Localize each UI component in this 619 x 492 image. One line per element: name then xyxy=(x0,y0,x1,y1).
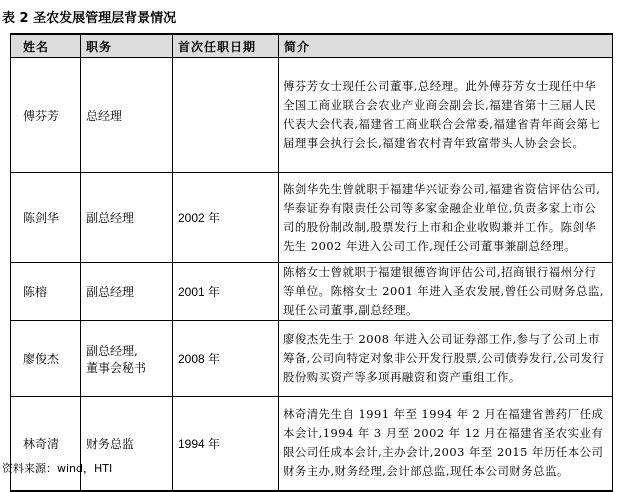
row-position xyxy=(81,173,173,263)
row-intro: 傅芬芳女士现任公司董事,总经理。此外傅芬芳女士现任中华全国工商业联合会农业产业商会副会长,福建省第十三届人民代表大会代表,福建省工商业联合会常委,福建省青年商会第七届理事会执行会长,福建省农村青年致富带头人协会会长。 xyxy=(279,58,613,173)
row-position-line1: 副总经理 xyxy=(86,285,135,299)
management-table xyxy=(10,33,613,492)
table-row xyxy=(11,173,613,263)
row-name: 陈榕 xyxy=(11,263,81,321)
row-position xyxy=(81,263,173,321)
table-row xyxy=(11,397,613,491)
row-position-line1: 副总经理 xyxy=(86,211,135,225)
row-position xyxy=(81,58,173,173)
table-caption: 表 2 圣农发展管理层背景情况 xyxy=(2,11,177,26)
row-date: 2002 年 xyxy=(173,173,279,263)
row-date: 2001 年 xyxy=(173,263,279,321)
row-date xyxy=(173,58,279,173)
row-name: 傅芬芳 xyxy=(11,58,81,173)
row-name: 陈剑华 xyxy=(11,173,81,263)
table-row xyxy=(11,58,613,173)
row-position-line1: 副总经理, xyxy=(86,343,138,358)
header-name: 姓名 xyxy=(11,34,81,58)
row-name: 廖俊杰 xyxy=(11,321,81,397)
header-intro: 简介 xyxy=(279,34,613,58)
row-position-line1: 总经理 xyxy=(86,108,123,123)
row-intro: 陈榕女士曾就职于福建银德咨询评估公司,招商银行福州分行等单位。陈榕女士 2001 年进入圣农发展,曾任公司财务总监,现任公司董事,副总经理。 xyxy=(279,263,613,321)
row-date: 2008 年 xyxy=(173,321,279,397)
header-start-date: 首次任职日期 xyxy=(173,34,279,58)
row-intro: 廖俊杰先生于 2008 年进入公司证券部工作,参与了公司上市筹备,公司向特定对象非公开发行股票,公司债券发行,公司发行股份购买资产等多项再融资和资产重组工作。 xyxy=(279,321,613,397)
row-intro: 陈剑华先生曾就职于福建华兴证券公司,福建省资信评估公司,华泰证券有限责任公司等多家金融企业单位,负责多家上市公司的股份制改制,股票发行上市和企业收购兼并工作。陈剑华先生 2002 年进入公司工作,现任公司董事兼副总经理。 xyxy=(279,173,613,263)
row-name: 林奇清 xyxy=(11,397,81,491)
header-position: 职务 xyxy=(81,34,173,58)
row-position xyxy=(81,397,173,491)
table-header-row xyxy=(11,34,613,58)
row-date: 1994 年 xyxy=(173,397,279,491)
row-position-line2: 董事会秘书 xyxy=(86,360,147,375)
row-position xyxy=(81,321,173,397)
source-note: 资料来源：wind，HTI xyxy=(2,462,113,475)
row-position-line1: 财务总监 xyxy=(86,436,135,451)
table-row xyxy=(11,263,613,321)
row-intro: 林奇清先生自 1991 年至 1994 年 2 月在福建省善药厂任成本会计,1994 年 3 月至 2002 年 12 月在福建省圣农实业有限公司任成本会计,主办会计,2003 年至 2015 年历任本公司财务主办,财务经理,会计部总监,现任本公司财务总监。 xyxy=(279,397,613,491)
table-row xyxy=(11,321,613,397)
